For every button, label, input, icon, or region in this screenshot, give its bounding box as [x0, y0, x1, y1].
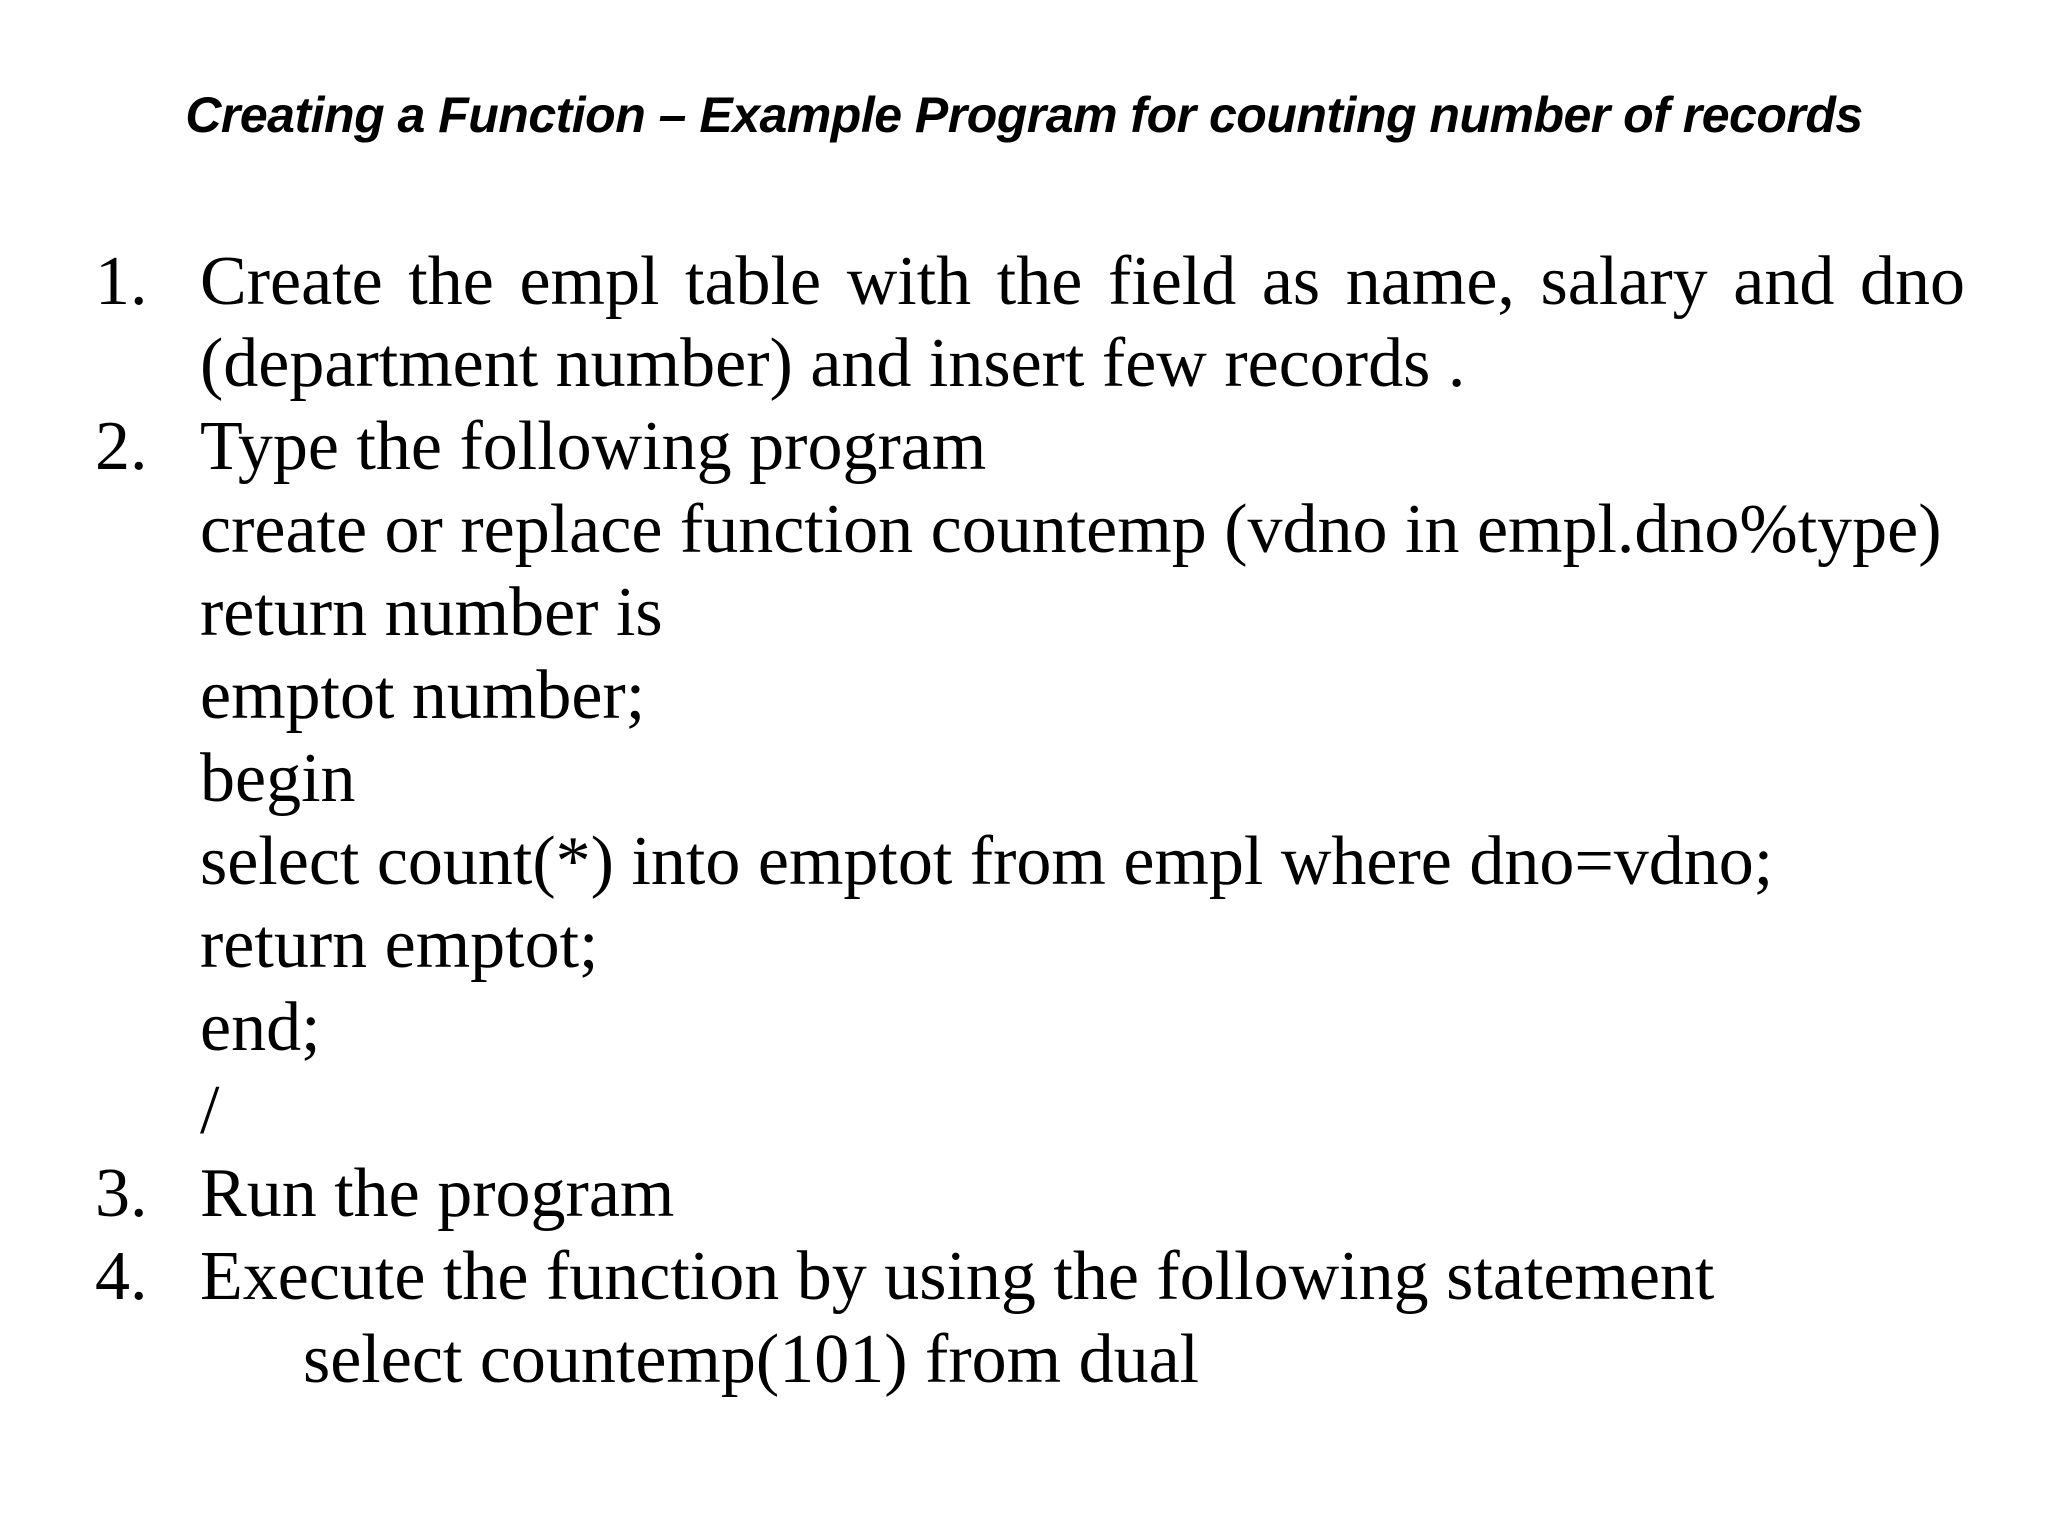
- code-line-function-header: create or replace function countemp (vdno in empl.dno%type): [200, 491, 1942, 568]
- step-1-line-2: (department number) and insert few records .: [200, 325, 1466, 402]
- step-1-number: 1.: [95, 243, 148, 320]
- code-line-return-type: return number is: [200, 574, 663, 651]
- slide-title: Creating a Function – Example Program for counting number of records: [185, 87, 1863, 143]
- step-1-line-1: Create the empl table with the field as name, salary and dno: [200, 243, 1965, 320]
- code-line-begin: begin: [200, 740, 356, 817]
- code-line-return: return emptot;: [200, 906, 599, 983]
- code-line-slash: /: [200, 1072, 220, 1149]
- step-2-number: 2.: [95, 408, 148, 485]
- code-line-declare: emptot number;: [200, 657, 646, 734]
- step-4-line-1: Execute the function by using the following statement: [200, 1238, 1715, 1315]
- step-3-line-1: Run the program: [200, 1155, 675, 1232]
- code-line-end: end;: [200, 989, 321, 1066]
- code-line-select: select count(*) into emptot from empl where dno=vdno;: [200, 823, 1774, 900]
- step-2-line-1: Type the following program: [200, 408, 987, 485]
- step-3-number: 3.: [95, 1155, 148, 1232]
- step-4-statement: select countemp(101) from dual: [303, 1321, 1200, 1398]
- step-4-number: 4.: [95, 1238, 148, 1315]
